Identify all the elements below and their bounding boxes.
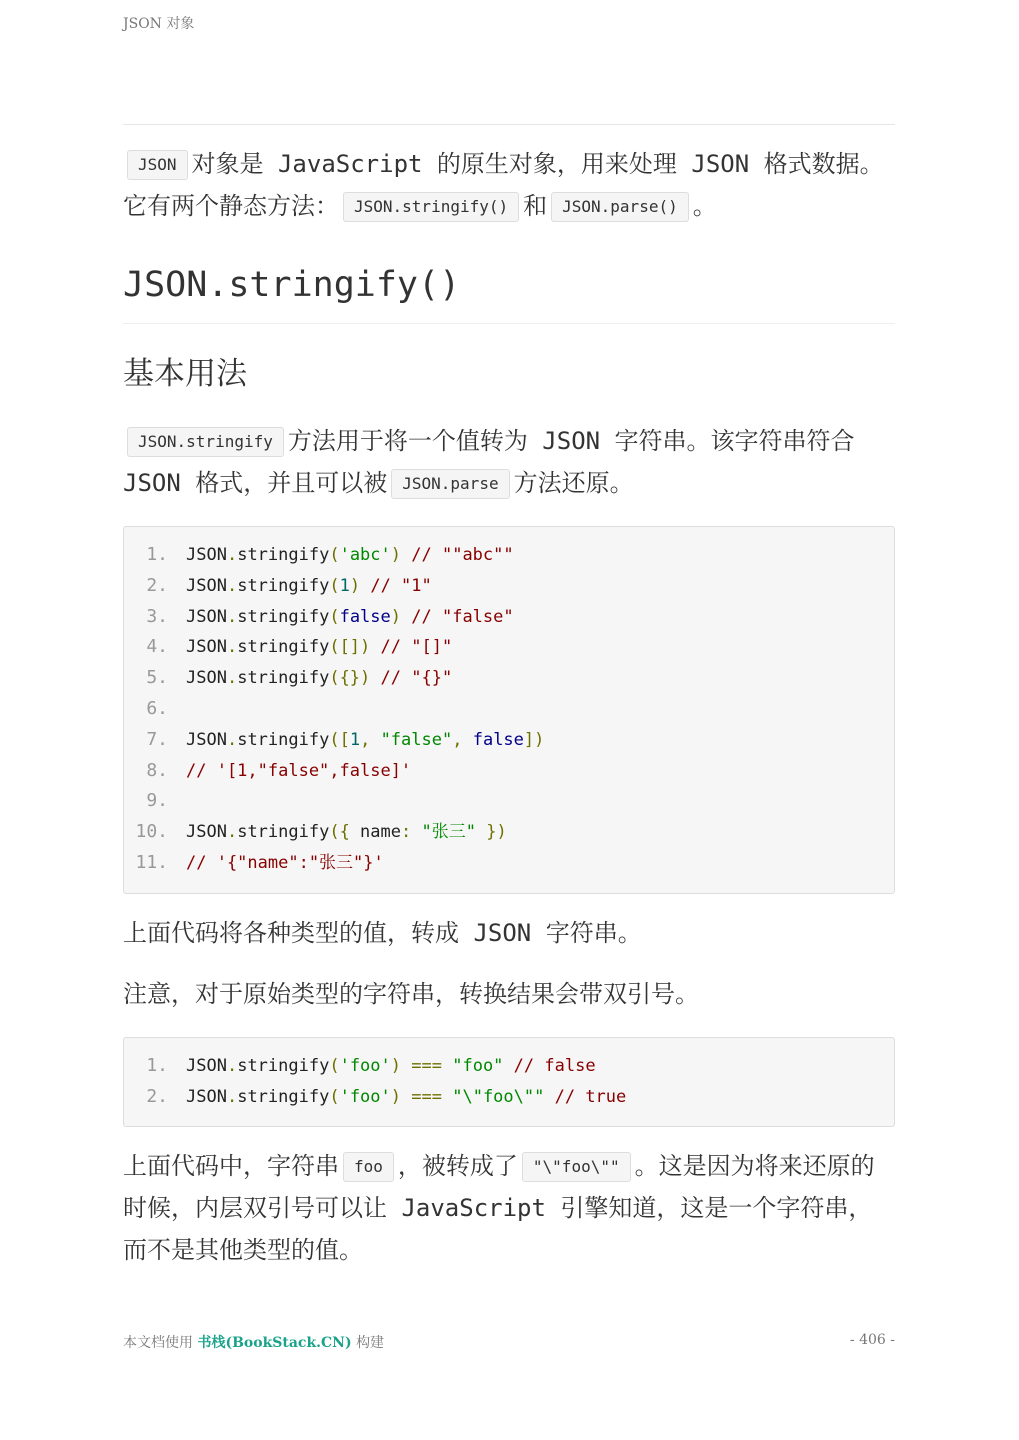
code-token: JSON [186, 545, 227, 565]
code-token: === [411, 1055, 442, 1076]
intro-text-3: 。 [692, 192, 717, 220]
code-token [503, 1056, 513, 1076]
code-token: 1 [339, 575, 350, 596]
code-token: JSON [186, 575, 227, 596]
subsection-title: 基本用法 [123, 356, 247, 392]
code-line [124, 725, 894, 756]
code-token: // ""abc"" [411, 545, 514, 565]
intro-text-1: 对象是 JavaScript 的原生对象，用来处理 JSON 格式数据。它有两个静态方法： [123, 150, 884, 220]
code-block-basic-usage [123, 526, 895, 894]
code-token: // true [554, 1086, 627, 1107]
quote-explanation-text-3: 。这是因为将来还原的时候，内层双引号可以让 JavaScript 引擎知道，这是一个字符串，而不是其他类型的值。 [123, 1152, 875, 1265]
code-token [370, 730, 380, 750]
code-token: ( [329, 1055, 340, 1076]
code-token: ( [329, 545, 340, 565]
code-line [124, 756, 894, 787]
code-token: . [226, 637, 238, 658]
section-title: JSON.stringify() [123, 261, 895, 324]
code-token: false [339, 606, 391, 627]
code-token [462, 730, 472, 750]
code-text [186, 602, 514, 633]
code-text [186, 725, 544, 756]
stringify-description-text-1: 方法用于将一个值转为 JSON 字符串。该字符串符合 JSON 格式，并且可以被 [123, 427, 855, 497]
code-line [124, 817, 894, 848]
code-token: // '[1,"false",false]' [186, 760, 412, 781]
code-token: ( [329, 575, 340, 596]
footer-prefix: 本文档使用 [123, 1335, 193, 1351]
line-number: 4. [146, 636, 168, 658]
code-line [124, 1082, 894, 1113]
code-token: , [452, 729, 463, 750]
code-token: // false [513, 1055, 596, 1076]
stringify-description-text-2: 方法还原。 [513, 469, 634, 497]
code-token: 'abc' [339, 545, 391, 565]
line-number: 1. [146, 1054, 168, 1076]
code-token: . [226, 822, 238, 843]
code-token: stringify [237, 668, 330, 689]
code-token: JSON [186, 637, 227, 658]
code-token: JSON [186, 668, 227, 689]
running-header: JSON 对象 [123, 16, 195, 32]
code-token: stringify [237, 729, 330, 750]
code-token: ( [329, 1086, 340, 1107]
code-token: ([]) [329, 637, 371, 658]
code-token: stringify [237, 545, 330, 565]
code-token [370, 637, 380, 657]
code-token: 'foo' [339, 1055, 391, 1076]
code-line [124, 663, 894, 694]
code-text [186, 756, 411, 787]
footer-brand-link[interactable]: 书栈(BookStack.CN) [197, 1335, 352, 1351]
code-token [360, 576, 370, 596]
code-text [186, 663, 452, 694]
line-number: 2. [146, 574, 168, 596]
code-token: . [226, 606, 238, 627]
line-number: 5. [146, 667, 168, 689]
code-token: stringify [237, 1055, 330, 1076]
code-token: ([ [329, 729, 350, 750]
code-line [124, 571, 894, 602]
code-token: . [226, 729, 238, 750]
code-token [442, 1056, 452, 1076]
code-token: stringify [237, 637, 330, 658]
code-token [411, 822, 421, 842]
intro-paragraph [123, 143, 895, 227]
code-token: ) [349, 575, 361, 596]
code-text [186, 1082, 626, 1113]
top-divider [123, 124, 895, 125]
inline-code-json: JSON [127, 150, 188, 180]
code-token [401, 545, 411, 565]
line-number: 6. [146, 697, 168, 719]
code-token: : [401, 822, 412, 843]
code-text [186, 632, 452, 663]
code-token: ) [390, 1055, 402, 1076]
code-token: . [226, 545, 238, 565]
code-explanation: 上面代码将各种类型的值，转成 JSON 字符串。 [123, 918, 642, 947]
code-token [544, 1087, 554, 1107]
inline-code-parse: JSON.parse() [551, 192, 689, 222]
code-token [370, 668, 380, 688]
code-token: . [226, 575, 238, 596]
code-token: ({}) [329, 668, 371, 689]
footer-credit [123, 1332, 384, 1352]
inline-code-stringify: JSON.stringify() [343, 192, 519, 222]
code-text [186, 540, 514, 571]
line-number: 2. [146, 1085, 168, 1107]
code-token: . [226, 668, 238, 689]
code-block-quotes [123, 1037, 895, 1128]
page-number: - 406 - [849, 1332, 895, 1348]
quote-explanation [123, 1145, 895, 1271]
code-token: "foo" [452, 1055, 504, 1076]
stringify-description [123, 420, 895, 504]
code-token [401, 1056, 411, 1076]
code-token [401, 1087, 411, 1107]
line-number: 11. [135, 851, 168, 873]
code-token: , [360, 729, 371, 750]
line-number: 10. [135, 821, 168, 843]
code-token: // "1" [370, 575, 432, 596]
code-token: 'foo' [339, 1086, 391, 1107]
code-token: 1 [349, 729, 361, 750]
inline-code-json-parse: JSON.parse [391, 469, 509, 499]
line-number: 3. [146, 605, 168, 627]
page-content [123, 143, 895, 1271]
quote-explanation-text-1: 上面代码中，字符串 [123, 1152, 339, 1181]
code-text [186, 848, 384, 879]
code-token: === [411, 1086, 442, 1107]
code-token: ( [329, 606, 340, 627]
code-token: JSON [186, 1086, 227, 1107]
code-token: // '{"name":"张三"}' [186, 852, 384, 873]
line-number: 1. [146, 544, 168, 565]
code-line [124, 694, 894, 725]
code-token [476, 822, 486, 842]
line-number: 7. [146, 728, 168, 750]
line-number: 8. [146, 759, 168, 781]
code-line [124, 632, 894, 663]
code-token: "false" [380, 729, 453, 750]
code-token: }) [486, 822, 507, 843]
code-token: // "[]" [380, 637, 453, 658]
code-text [186, 817, 507, 848]
code-token: . [226, 1086, 238, 1107]
code-token: JSON [186, 1055, 227, 1076]
code-token: // "false" [411, 606, 514, 627]
code-text [186, 571, 432, 602]
inline-code-escaped-foo: "\"foo\"" [522, 1152, 631, 1182]
code-token: false [472, 729, 524, 750]
code-token: stringify [237, 606, 330, 627]
inline-code-json-stringify: JSON.stringify [127, 427, 284, 457]
code-token: JSON [186, 606, 227, 627]
code-token: ) [390, 606, 402, 627]
code-token: . [226, 1055, 238, 1076]
code-token: ) [390, 545, 402, 565]
code-line [124, 786, 894, 817]
code-token [442, 1087, 452, 1107]
code-token [401, 607, 411, 627]
code-token: // "{}" [380, 668, 453, 689]
code-line [124, 1051, 894, 1082]
code-token: JSON [186, 729, 227, 750]
code-token: "\"foo\"" [452, 1086, 545, 1107]
inline-code-foo: foo [343, 1152, 394, 1182]
code-token: stringify [237, 822, 330, 843]
code-token: ]) [523, 729, 545, 750]
code-token: stringify [237, 575, 330, 596]
code-token: name [349, 822, 401, 843]
line-number: 9. [146, 790, 168, 812]
code-token: ) [390, 1086, 402, 1107]
code-line [124, 848, 894, 879]
code-token: stringify [237, 1086, 330, 1107]
footer-suffix: 构建 [356, 1335, 385, 1351]
code-line [124, 602, 894, 633]
code-line [124, 540, 894, 571]
code-token: "张三" [421, 822, 476, 843]
code-token: JSON [186, 822, 227, 843]
code-text [186, 1051, 596, 1082]
code-token: ({ [329, 822, 350, 843]
intro-text-2: 和 [523, 192, 548, 220]
quote-note: 注意，对于原始类型的字符串，转换结果会带双引号。 [123, 979, 699, 1008]
quote-explanation-text-2: ，被转成了 [397, 1152, 518, 1181]
